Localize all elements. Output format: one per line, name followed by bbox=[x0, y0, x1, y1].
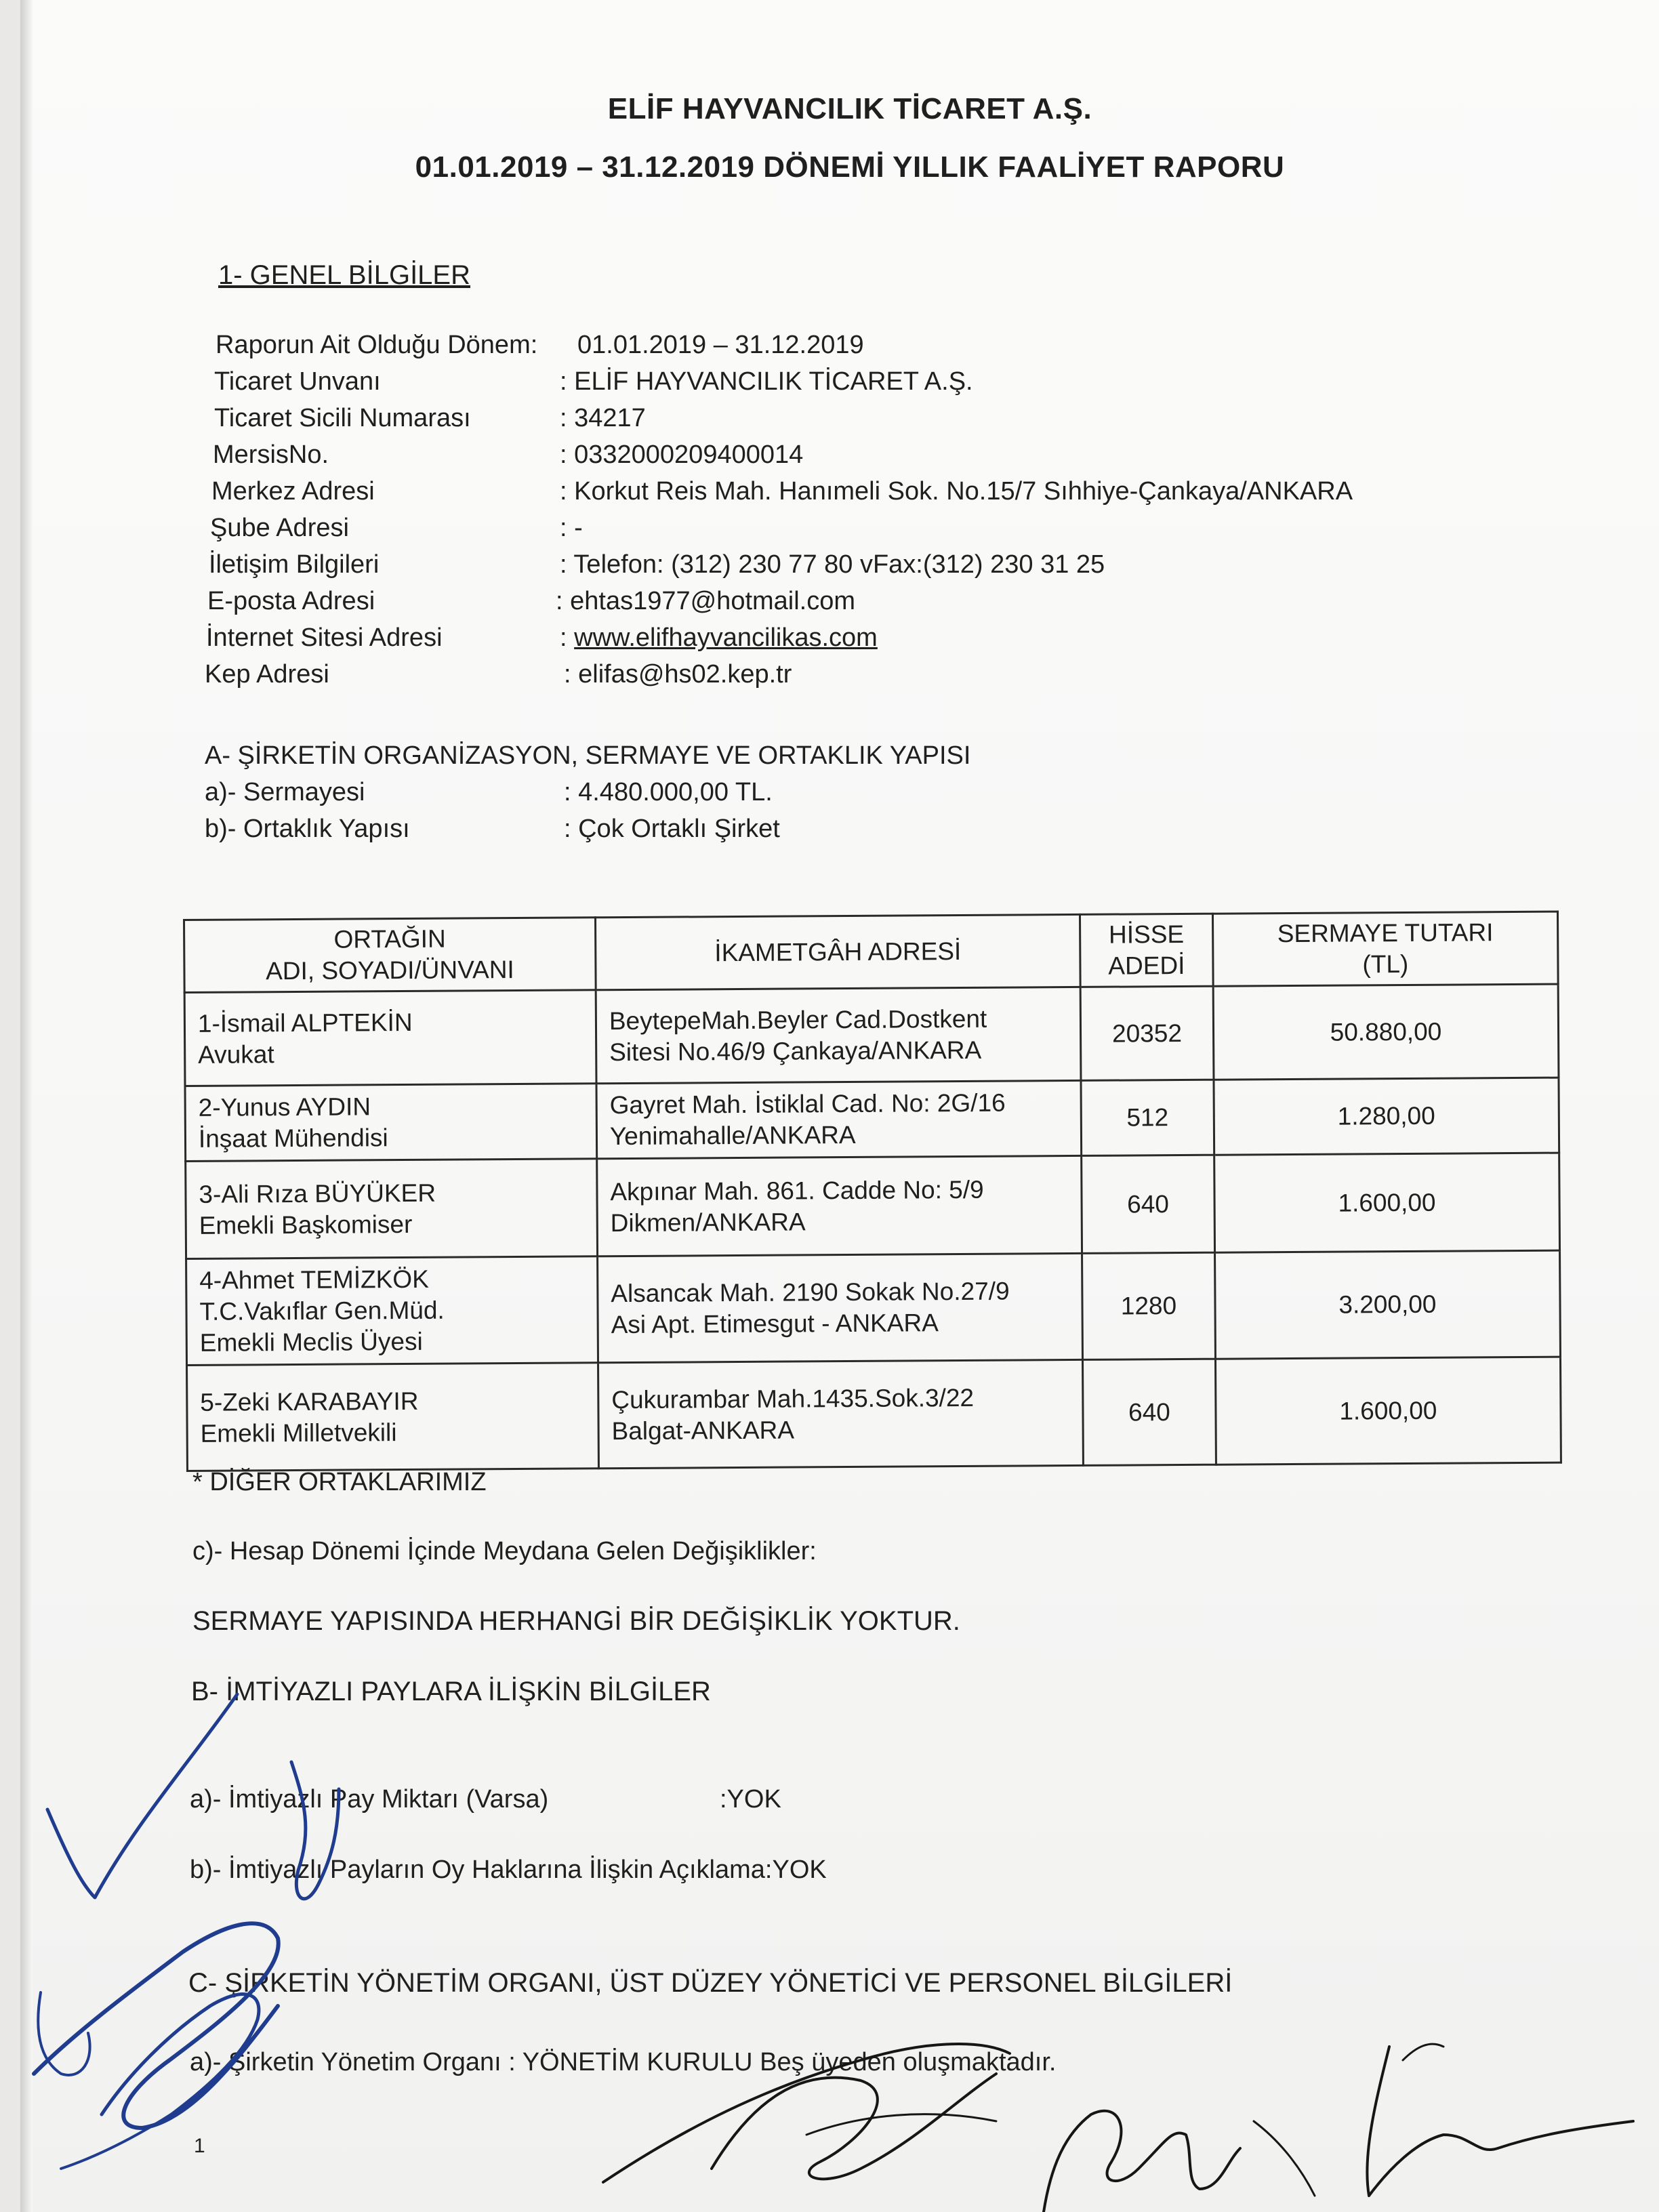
table-row bbox=[186, 1153, 1560, 1258]
partner-address-cell: Alsancak Mah. 2190 Sokak No.27/9 Asi Apt. Etimesgut - ANKARA bbox=[598, 1253, 1083, 1362]
header-share-count: HİSSE ADEDİ bbox=[1080, 914, 1213, 987]
blue-signature-icon bbox=[20, 1654, 508, 2212]
share-count-cell: 640 bbox=[1082, 1155, 1215, 1253]
privileged-voting-rights: b)- İmtiyazlı Payların Oy Haklarına İlişkin Açıklama:YOK bbox=[190, 1856, 827, 1884]
partner-name-cell: 5-Zeki KARABAYIR Emekli Milletvekili bbox=[187, 1363, 599, 1471]
capital-amount-cell: 1.600,00 bbox=[1214, 1153, 1560, 1252]
capital-amount-cell: 3.200,00 bbox=[1214, 1250, 1560, 1359]
section-c-heading: C- ŞİRKETİN YÖNETİM ORGANI, ÜST DÜZEY YÖNETİCİ VE PERSONEL BİLGİLERİ bbox=[188, 1968, 1233, 1998]
website-link[interactable]: www.elifhayvancilikas.com bbox=[574, 623, 878, 652]
field-label: İnternet Sitesi Adresi bbox=[206, 623, 443, 652]
field-value: : elifas@hs02.kep.tr bbox=[564, 660, 792, 689]
header-address: İKAMETGÂH ADRESİ bbox=[595, 914, 1080, 989]
field-value: : Telefon: (312) 230 77 80 vFax:(312) 230 31 25 bbox=[560, 550, 1105, 579]
table-row bbox=[185, 1078, 1559, 1161]
field-label: Kep Adresi bbox=[205, 660, 329, 689]
field-label: Ticaret Unvanı bbox=[214, 367, 381, 396]
black-signature-icon bbox=[576, 1965, 1659, 2212]
capital-amount-cell: 1.600,00 bbox=[1215, 1357, 1561, 1465]
partner-name-cell: 4-Ahmet TEMİZKÖK T.C.Vakıflar Gen.Müd. Emekli Meclis Üyesi bbox=[186, 1256, 598, 1366]
header-partner-name: ORTAĞIN ADI, SOYADI/ÜNVANI bbox=[184, 918, 596, 993]
share-count-cell: 512 bbox=[1081, 1080, 1214, 1155]
partner-address-cell: Çukurambar Mah.1435.Sok.3/22 Balgat-ANKARA bbox=[598, 1359, 1083, 1468]
structure-label: b)- Ortaklık Yapısı bbox=[205, 815, 410, 843]
document-page bbox=[20, 0, 1659, 2212]
changes-statement: SERMAYE YAPISINDA HERHANGİ BİR DEĞİŞİKLİK YOKTUR. bbox=[192, 1606, 960, 1636]
table-row bbox=[186, 1250, 1561, 1365]
capital-amount-cell: 50.880,00 bbox=[1213, 984, 1559, 1080]
management-body: a)- Şirketin Yönetim Organı : YÖNETİM KURULU Beş üyeden oluşmaktadır. bbox=[190, 2048, 1057, 2076]
share-count-cell: 640 bbox=[1083, 1359, 1216, 1465]
partner-name-cell: 1-İsmail ALPTEKİN Avukat bbox=[184, 990, 596, 1086]
capital-label: a)- Sermayesi bbox=[205, 778, 365, 806]
field-value: : - bbox=[560, 514, 583, 542]
field-value: : 0332000209400014 bbox=[560, 441, 804, 469]
field-label: İletişim Bilgileri bbox=[209, 550, 380, 579]
capital-amount-cell: 1.280,00 bbox=[1214, 1078, 1559, 1155]
table-row bbox=[187, 1357, 1561, 1471]
report-title: 01.01.2019 – 31.12.2019 DÖNEMİ YILLIK FAALİYET RAPORU bbox=[415, 150, 1285, 184]
privileged-share-amount-value: :YOK bbox=[720, 1785, 781, 1814]
field-label: Merkez Adresi bbox=[211, 477, 375, 506]
capital-value: : 4.480.000,00 TL. bbox=[564, 778, 773, 806]
table-header-row bbox=[184, 912, 1559, 992]
share-count-cell: 1280 bbox=[1082, 1252, 1216, 1359]
other-partners-note: * DİĞER ORTAKLARIMIZ bbox=[192, 1468, 487, 1496]
field-label: Raporun Ait Olduğu Dönem: bbox=[216, 331, 538, 359]
partner-address-cell: BeytepeMah.Beyler Cad.Dostkent Sitesi No.46/9 Çankaya/ANKARA bbox=[596, 987, 1081, 1083]
field-value: : Korkut Reis Mah. Hanımeli Sok. No.15/7 Sıhhiye-Çankaya/ANKARA bbox=[560, 477, 1353, 506]
field-label: Şube Adresi bbox=[210, 514, 349, 542]
partner-name-cell: 3-Ali Rıza BÜYÜKER Emekli Başkomiser bbox=[186, 1159, 598, 1259]
field-value: : 34217 bbox=[560, 404, 646, 432]
table-row bbox=[184, 984, 1559, 1086]
changes-label: c)- Hesap Dönemi İçinde Meydana Gelen Değişiklikler: bbox=[192, 1537, 817, 1565]
section-a-heading: A- ŞİRKETİN ORGANİZASYON, SERMAYE VE ORTAKLIK YAPISI bbox=[205, 741, 971, 770]
partner-address-cell: Gayret Mah. İstiklal Cad. No: 2G/16 Yenimahalle/ANKARA bbox=[596, 1080, 1082, 1158]
field-value-prefix: : bbox=[560, 623, 575, 652]
company-title: ELİF HAYVANCILIK TİCARET A.Ş. bbox=[607, 92, 1092, 125]
field-label: Ticaret Sicili Numarası bbox=[214, 404, 471, 432]
field-label: MersisNo. bbox=[213, 441, 329, 469]
field-value: : ELİF HAYVANCILIK TİCARET A.Ş. bbox=[560, 367, 973, 396]
header-capital-amount: SERMAYE TUTARI (TL) bbox=[1212, 912, 1558, 986]
share-count-cell: 20352 bbox=[1080, 986, 1214, 1080]
partners-table bbox=[183, 911, 1562, 1472]
structure-value: : Çok Ortaklı Şirket bbox=[564, 815, 780, 843]
partner-name-cell: 2-Yunus AYDIN İnşaat Mühendisi bbox=[185, 1084, 597, 1162]
section-b-heading: B- İMTİYAZLI PAYLARA İLİŞKİN BİLGİLER bbox=[191, 1677, 711, 1706]
page-number: 1 bbox=[194, 2135, 205, 2157]
partner-address-cell: Akpınar Mah. 861. Cadde No: 5/9 Dikmen/ANKARA bbox=[597, 1155, 1082, 1256]
privileged-share-amount-label: a)- İmtiyazlı Pay Miktarı (Varsa) bbox=[190, 1785, 549, 1814]
general-info-heading: 1- GENEL BİLGİLER bbox=[218, 260, 470, 290]
field-value: : ehtas1977@hotmail.com bbox=[556, 587, 856, 615]
field-value: 01.01.2019 – 31.12.2019 bbox=[577, 331, 864, 359]
field-label: E-posta Adresi bbox=[207, 587, 375, 615]
